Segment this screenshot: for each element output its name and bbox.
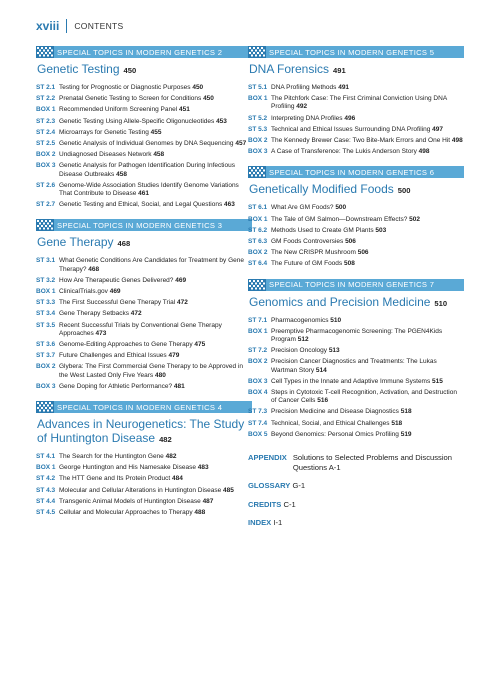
entry-text bbox=[271, 148, 464, 156]
dna-grid-icon bbox=[248, 279, 266, 291]
entry-page-number: 519 bbox=[400, 430, 412, 438]
entry-text bbox=[59, 277, 252, 285]
glossary-entry[interactable] bbox=[248, 481, 464, 491]
section-title: Advances in Neurogenetics: The Study of Huntington Disease bbox=[37, 417, 245, 446]
toc-entry[interactable] bbox=[36, 464, 252, 472]
entry-text bbox=[59, 182, 252, 198]
toc-entry[interactable] bbox=[36, 498, 252, 506]
entry-page-number: 491 bbox=[338, 84, 350, 91]
toc-entry[interactable] bbox=[248, 216, 464, 224]
entry-page-number: 516 bbox=[317, 397, 329, 405]
toc-entry[interactable] bbox=[36, 151, 252, 159]
glossary-page-number: G-1 bbox=[292, 481, 306, 491]
entry-page-number: 512 bbox=[297, 336, 309, 344]
dna-grid-icon bbox=[248, 46, 266, 58]
entry-title: Gene Therapy Setbacks bbox=[59, 310, 129, 318]
entry-page-number: 496 bbox=[344, 114, 356, 122]
entry-page-number: 472 bbox=[130, 310, 142, 318]
toc-entry[interactable] bbox=[36, 352, 252, 360]
entry-title: Genome-Wide Association Studies Identify Genome Variations That Contribute to Disease bbox=[59, 181, 239, 198]
toc-entry[interactable] bbox=[36, 509, 252, 517]
entry-title: Interpreting DNA Profiles bbox=[271, 114, 343, 122]
entry-page-number: 514 bbox=[315, 366, 327, 374]
entry-title: Gene Doping for Athletic Performance? bbox=[59, 382, 173, 390]
toc-entry[interactable] bbox=[248, 378, 464, 386]
toc-entry[interactable] bbox=[248, 358, 464, 374]
section-banner-label: SPECIAL TOPICS IN MODERN GENETICS 6 bbox=[269, 167, 435, 177]
topic-section bbox=[36, 219, 252, 391]
section-banner-label: SPECIAL TOPICS IN MODERN GENETICS 3 bbox=[57, 220, 223, 230]
entry-text bbox=[59, 509, 252, 517]
section-title: Genomics and Precision Medicine bbox=[249, 294, 431, 309]
entry-text bbox=[271, 115, 464, 123]
toc-entry[interactable] bbox=[248, 115, 464, 123]
left-column bbox=[36, 46, 252, 527]
entry-label: ST 4.5 bbox=[36, 509, 56, 517]
entry-page-number: 492 bbox=[296, 103, 308, 111]
credits-label: CREDITS bbox=[248, 499, 282, 509]
toc-entry[interactable] bbox=[36, 487, 252, 495]
entry-title: Genetic Analysis for Pathogen Identification During Infectious Disease Outbreaks bbox=[59, 162, 235, 178]
section-banner-label: SPECIAL TOPICS IN MODERN GENETICS 4 bbox=[57, 402, 223, 412]
toc-entry[interactable] bbox=[36, 363, 252, 379]
entry-text bbox=[59, 352, 252, 360]
entry-label: ST 3.6 bbox=[36, 341, 56, 349]
entry-label: BOX 2 bbox=[248, 358, 268, 366]
topic-section bbox=[248, 46, 464, 156]
appendix-page-number: A-1 bbox=[328, 462, 341, 472]
entry-label: ST 3.7 bbox=[36, 352, 56, 360]
entry-title: Preemptive Pharmacogenomic Screening: The PGEN4Kids Program bbox=[271, 327, 443, 344]
entry-page-number: 469 bbox=[175, 276, 187, 284]
dna-grid-icon bbox=[248, 166, 266, 178]
toc-entry[interactable] bbox=[248, 389, 464, 405]
entry-page-number: 463 bbox=[224, 201, 235, 209]
toc-entry[interactable] bbox=[36, 84, 252, 92]
section-title-link[interactable] bbox=[249, 62, 464, 78]
entry-page-number: 458 bbox=[116, 170, 127, 178]
toc-entry[interactable] bbox=[36, 288, 252, 296]
entry-label: ST 2.7 bbox=[36, 201, 56, 209]
entry-text bbox=[271, 95, 464, 111]
entry-title: Technical, Social, and Ethical Challenges bbox=[271, 419, 390, 427]
index-label: INDEX bbox=[248, 518, 272, 528]
toc-entry[interactable] bbox=[248, 148, 464, 156]
entry-text bbox=[59, 288, 252, 296]
toc-entry[interactable] bbox=[36, 257, 252, 273]
entry-title: The Future of GM Foods bbox=[271, 260, 343, 268]
entry-page-number: 475 bbox=[194, 341, 206, 349]
entry-title: Undiagnosed Diseases Network bbox=[59, 151, 152, 159]
toc-entry[interactable] bbox=[248, 238, 464, 246]
entry-page-number: 451 bbox=[178, 106, 190, 114]
entry-title: What Genetic Conditions Are Candidates for Treatment by Gene Therapy? bbox=[59, 257, 244, 273]
entry-text bbox=[271, 347, 464, 355]
entry-title: Genetic Testing and Ethical, Social, and Legal Questions bbox=[59, 201, 223, 209]
entry-page-number: 497 bbox=[432, 125, 444, 133]
page-number: xviii bbox=[36, 19, 60, 33]
entry-text bbox=[59, 322, 252, 338]
section-page-number: 491 bbox=[333, 66, 346, 75]
entry-text bbox=[59, 151, 252, 159]
entry-label: ST 7.1 bbox=[248, 316, 268, 324]
entry-text bbox=[271, 431, 464, 439]
entry-title: Microarrays for Genetic Testing bbox=[59, 128, 149, 136]
entry-text bbox=[271, 389, 464, 405]
entry-page-number: 473 bbox=[95, 329, 107, 337]
entry-text bbox=[271, 84, 464, 92]
entry-text bbox=[59, 310, 252, 318]
entry-text bbox=[59, 140, 252, 148]
credits-page-number: C-1 bbox=[283, 499, 296, 509]
entry-label: ST 6.1 bbox=[248, 204, 268, 212]
entry-text bbox=[271, 420, 464, 428]
entry-label: ST 2.6 bbox=[36, 181, 56, 189]
toc-entry[interactable] bbox=[248, 260, 464, 268]
entry-label: ST 3.4 bbox=[36, 310, 56, 318]
toc-entry[interactable] bbox=[36, 299, 252, 307]
entry-text bbox=[59, 464, 252, 472]
entry-title: A Case of Transference: The Lukis Anderson Story bbox=[271, 148, 417, 156]
entry-text bbox=[271, 328, 464, 344]
toc-entry[interactable] bbox=[248, 249, 464, 257]
topic-section bbox=[248, 166, 464, 268]
entry-label: ST 7.4 bbox=[248, 419, 268, 427]
toc-entry[interactable] bbox=[248, 328, 464, 344]
entry-text bbox=[59, 299, 252, 307]
entry-title: The First Successful Gene Therapy Trial bbox=[59, 299, 176, 307]
toc-entry[interactable] bbox=[248, 317, 464, 325]
entry-page-number: 458 bbox=[153, 151, 165, 159]
entry-label: ST 4.3 bbox=[36, 486, 56, 494]
entry-label: ST 5.2 bbox=[248, 114, 268, 122]
entry-title: Steps in Cytotoxic T-cell Recognition, Activation, and Destruction of Cancer Cells bbox=[271, 389, 457, 405]
entry-page-number: 488 bbox=[194, 509, 206, 517]
entry-title: Glybera: The First Commercial Gene Therapy to be Approved in the West Lasted Only Five Years bbox=[59, 363, 244, 379]
entry-title: George Huntington and His Namesake Disease bbox=[59, 464, 196, 472]
entry-page-number: 461 bbox=[138, 190, 149, 198]
entry-text bbox=[271, 358, 464, 374]
entry-label: BOX 1 bbox=[36, 288, 56, 296]
entry-text bbox=[59, 383, 252, 391]
section-title: Genetic Testing bbox=[37, 62, 120, 76]
entry-label: ST 3.3 bbox=[36, 299, 56, 307]
entry-label: ST 5.3 bbox=[248, 125, 268, 133]
entry-page-number: 450 bbox=[203, 95, 214, 103]
entry-page-number: 481 bbox=[173, 382, 185, 390]
entry-label: BOX 3 bbox=[36, 382, 56, 390]
entry-label: ST 4.2 bbox=[36, 475, 56, 483]
section-banner bbox=[248, 279, 464, 291]
section-title-link[interactable] bbox=[249, 295, 464, 311]
index-entry[interactable] bbox=[248, 518, 464, 528]
toc-entry[interactable] bbox=[36, 106, 252, 114]
entry-title: Prenatal Genetic Testing to Screen for Conditions bbox=[59, 95, 202, 103]
entry-label: BOX 3 bbox=[248, 148, 268, 156]
entry-page-number: 450 bbox=[192, 84, 204, 91]
toc-entry[interactable] bbox=[248, 137, 464, 145]
entry-title: What Are GM Foods? bbox=[271, 204, 334, 212]
index-page-number: I-1 bbox=[273, 518, 283, 528]
entry-title: Recent Successful Trials by Conventional Gene Therapy Approaches bbox=[59, 321, 222, 337]
section-page-number: 510 bbox=[434, 298, 448, 308]
entry-title: Genetic Analysis of Individual Genomes by DNA Sequencing bbox=[59, 140, 234, 148]
toc-entry[interactable] bbox=[248, 431, 464, 439]
entry-text bbox=[271, 216, 464, 224]
entry-text bbox=[59, 129, 252, 137]
section-page-number: 450 bbox=[123, 66, 137, 75]
toc-entry[interactable] bbox=[36, 453, 252, 461]
section-title-link[interactable] bbox=[249, 182, 464, 198]
topic-section bbox=[36, 401, 252, 517]
back-matter bbox=[248, 453, 464, 528]
entry-title: The New CRISPR Mushroom bbox=[271, 249, 356, 257]
toc-entry[interactable] bbox=[248, 227, 464, 235]
entry-text bbox=[271, 137, 464, 145]
section-banner bbox=[248, 166, 464, 178]
entry-page-number: 510 bbox=[330, 316, 342, 324]
toc-entry[interactable] bbox=[248, 347, 464, 355]
entry-label: ST 2.3 bbox=[36, 117, 56, 125]
entry-page-number: 498 bbox=[451, 137, 463, 145]
entry-title: Technical and Ethical Issues Surrounding DNA Profiling bbox=[271, 125, 431, 133]
entry-page-number: 457 bbox=[235, 140, 247, 148]
entry-label: ST 2.1 bbox=[36, 84, 56, 91]
entry-label: BOX 5 bbox=[248, 430, 268, 438]
entry-title: The Pitchfork Case: The First Criminal Conviction Using DNA Profiling bbox=[271, 95, 447, 111]
section-page-number: 482 bbox=[159, 435, 172, 445]
section-banner-label: SPECIAL TOPICS IN MODERN GENETICS 5 bbox=[269, 47, 435, 57]
toc-entry[interactable] bbox=[36, 383, 252, 391]
running-header bbox=[36, 16, 124, 36]
dna-grid-icon bbox=[36, 46, 54, 58]
entry-label: ST 3.5 bbox=[36, 321, 56, 329]
running-head: CONTENTS bbox=[74, 21, 124, 31]
toc-entry[interactable] bbox=[36, 95, 252, 103]
entry-title: The Search for the Huntington Gene bbox=[59, 453, 164, 461]
entry-label: BOX 1 bbox=[36, 106, 56, 114]
section-title: Genetically Modified Foods bbox=[249, 182, 394, 197]
entry-label: ST 6.4 bbox=[248, 260, 268, 268]
credits-entry[interactable] bbox=[248, 500, 464, 510]
entry-page-number: 479 bbox=[168, 352, 180, 360]
section-title-link[interactable] bbox=[37, 417, 252, 447]
entry-text bbox=[59, 84, 252, 92]
entry-text bbox=[59, 498, 252, 506]
entry-page-number: 484 bbox=[171, 475, 183, 483]
entry-text bbox=[59, 257, 252, 273]
entry-page-number: 482 bbox=[165, 453, 177, 461]
entry-label: BOX 1 bbox=[248, 95, 268, 103]
entry-label: ST 4.4 bbox=[36, 497, 56, 505]
entry-title: GM Foods Controversies bbox=[271, 238, 344, 246]
toc-entry[interactable] bbox=[248, 95, 464, 111]
entry-page-number: 500 bbox=[335, 204, 347, 212]
entry-text bbox=[59, 475, 252, 483]
toc-entry[interactable] bbox=[248, 84, 464, 92]
entry-title: Genome-Editing Approaches to Gene Therapy bbox=[59, 341, 193, 349]
section-title-link[interactable] bbox=[37, 235, 252, 251]
section-banner bbox=[36, 219, 252, 231]
entry-label: BOX 1 bbox=[248, 327, 268, 335]
entry-text bbox=[59, 95, 252, 103]
entry-page-number: 513 bbox=[328, 347, 340, 355]
toc-entry[interactable] bbox=[36, 277, 252, 285]
entry-page-number: 487 bbox=[202, 497, 214, 505]
entry-page-number: 485 bbox=[223, 486, 234, 494]
entry-title: The Tale of GM Salmon—Downstream Effects? bbox=[271, 215, 408, 223]
entry-page-number: 483 bbox=[197, 464, 209, 472]
entry-label: BOX 1 bbox=[36, 464, 56, 472]
section-banner-label: SPECIAL TOPICS IN MODERN GENETICS 7 bbox=[269, 280, 435, 290]
appendix-label: APPENDIX bbox=[248, 453, 287, 463]
entry-label: ST 7.3 bbox=[248, 408, 268, 416]
entry-label: ST 7.2 bbox=[248, 347, 268, 355]
glossary-label: GLOSSARY bbox=[248, 481, 291, 491]
section-title: Gene Therapy bbox=[37, 235, 114, 250]
entry-title: How Are Therapeutic Genes Delivered? bbox=[59, 276, 174, 284]
entry-page-number: 498 bbox=[418, 148, 430, 156]
toc-entry[interactable] bbox=[248, 408, 464, 416]
section-banner bbox=[248, 46, 464, 58]
entry-page-number: 508 bbox=[343, 260, 355, 268]
entry-title: Precision Cancer Diagnostics and Treatments: The Lukas Wartman Story bbox=[271, 358, 437, 374]
entry-label: ST 6.2 bbox=[248, 226, 268, 234]
entry-title: Testing for Prognostic or Diagnostic Purposes bbox=[59, 84, 191, 91]
entry-page-number: 506 bbox=[357, 249, 369, 257]
entry-title: ClinicalTrials.gov bbox=[59, 288, 108, 296]
entry-page-number: 515 bbox=[432, 377, 443, 385]
entry-page-number: 455 bbox=[150, 128, 162, 136]
entry-page-number: 469 bbox=[109, 288, 121, 296]
toc-entry[interactable] bbox=[36, 129, 252, 137]
entry-title: Precision Medicine and Disease Diagnostics bbox=[271, 408, 399, 416]
entry-text bbox=[271, 260, 464, 268]
toc-entry[interactable] bbox=[36, 341, 252, 349]
entry-label: ST 4.1 bbox=[36, 453, 56, 461]
appendix-title: Solutions to Selected Problems and Discussion Questions bbox=[292, 453, 452, 472]
entry-page-number: 518 bbox=[400, 408, 412, 416]
entry-label: BOX 2 bbox=[36, 151, 56, 159]
entry-page-number: 480 bbox=[155, 371, 166, 379]
toc-entry[interactable] bbox=[36, 201, 252, 209]
entry-title: Recommended Uniform Screening Panel bbox=[59, 106, 178, 114]
section-title: DNA Forensics bbox=[249, 62, 330, 76]
entry-page-number: 453 bbox=[216, 117, 227, 125]
entry-label: BOX 1 bbox=[248, 215, 268, 223]
entry-label: ST 5.1 bbox=[248, 84, 268, 91]
entry-page-number: 472 bbox=[177, 299, 188, 307]
dna-grid-icon bbox=[36, 401, 54, 413]
entry-text bbox=[59, 487, 252, 495]
entry-title: Genetic Testing Using Allele-Specific Oligonucleotides bbox=[59, 117, 215, 125]
entry-label: ST 2.5 bbox=[36, 140, 56, 148]
section-banner bbox=[36, 401, 252, 413]
entry-text bbox=[59, 118, 252, 126]
entry-label: BOX 2 bbox=[248, 249, 268, 257]
section-banner bbox=[36, 46, 252, 58]
entry-title: Cell Types in the Innate and Adaptive Immune Systems bbox=[271, 377, 431, 385]
entry-label: ST 6.3 bbox=[248, 238, 268, 246]
entry-title: Precision Oncology bbox=[271, 347, 327, 355]
section-title-link[interactable] bbox=[37, 62, 252, 78]
entry-text bbox=[59, 201, 252, 209]
toc-entry[interactable] bbox=[36, 162, 252, 178]
entry-title: The Kennedy Brewer Case: Two Bite-Mark Errors and One Hit bbox=[271, 137, 451, 145]
section-page-number: 468 bbox=[117, 239, 131, 249]
appendix-text bbox=[293, 453, 464, 472]
entry-text bbox=[271, 126, 464, 134]
entry-label: ST 3.2 bbox=[36, 276, 56, 284]
entry-page-number: 518 bbox=[391, 419, 403, 427]
entry-page-number: 468 bbox=[88, 265, 100, 273]
entry-page-number: 502 bbox=[409, 215, 420, 223]
entry-label: BOX 3 bbox=[248, 377, 268, 385]
entry-title: Cellular and Molecular Approaches to Therapy bbox=[59, 509, 193, 517]
toc-entry[interactable] bbox=[248, 126, 464, 134]
toc-entry[interactable] bbox=[248, 420, 464, 428]
header-divider bbox=[66, 19, 67, 33]
toc-entry[interactable] bbox=[36, 140, 252, 148]
entry-text bbox=[59, 162, 252, 178]
entry-text bbox=[271, 378, 464, 386]
entry-text bbox=[59, 106, 252, 114]
topic-section bbox=[248, 279, 464, 439]
toc-entry[interactable] bbox=[36, 182, 252, 198]
toc-entry[interactable] bbox=[36, 310, 252, 318]
entry-text bbox=[59, 363, 252, 379]
topic-section bbox=[36, 46, 252, 209]
entry-label: ST 3.1 bbox=[36, 257, 56, 265]
right-column bbox=[248, 46, 464, 537]
entry-text bbox=[59, 453, 252, 461]
section-banner-label: SPECIAL TOPICS IN MODERN GENETICS 2 bbox=[57, 47, 223, 57]
entry-label: BOX 2 bbox=[36, 363, 56, 371]
entry-title: Future Challenges and Ethical Issues bbox=[59, 352, 167, 360]
entry-text bbox=[271, 317, 464, 325]
entry-title: Pharmacogenomics bbox=[271, 316, 329, 324]
entry-title: Beyond Genomics: Personal Omics Profiling bbox=[271, 430, 399, 438]
entry-title: Methods Used to Create GM Plants bbox=[271, 226, 374, 234]
toc-entry[interactable] bbox=[36, 118, 252, 126]
entry-title: Transgenic Animal Models of Huntington Disease bbox=[59, 497, 201, 505]
entry-text bbox=[271, 204, 464, 212]
entry-text bbox=[271, 408, 464, 416]
entry-text bbox=[59, 341, 252, 349]
toc-entry[interactable] bbox=[36, 475, 252, 483]
entry-label: ST 2.4 bbox=[36, 128, 56, 136]
entry-title: The HTT Gene and Its Protein Product bbox=[59, 475, 171, 483]
entry-label: BOX 3 bbox=[36, 162, 56, 170]
entry-label: BOX 4 bbox=[248, 389, 268, 397]
entry-text bbox=[271, 227, 464, 235]
entry-text bbox=[271, 249, 464, 257]
entry-label: ST 2.2 bbox=[36, 95, 56, 103]
entry-title: DNA Profiling Methods bbox=[271, 84, 337, 91]
entry-page-number: 503 bbox=[375, 226, 387, 234]
section-page-number: 500 bbox=[397, 186, 411, 196]
appendix-entry[interactable] bbox=[248, 453, 464, 472]
toc-entry[interactable] bbox=[36, 322, 252, 338]
dna-grid-icon bbox=[36, 219, 54, 231]
entry-page-number: 506 bbox=[345, 238, 356, 246]
entry-label: BOX 2 bbox=[248, 137, 268, 145]
toc-entry[interactable] bbox=[248, 204, 464, 212]
entry-text bbox=[271, 238, 464, 246]
entry-title: Molecular and Cellular Alterations in Huntington Disease bbox=[59, 486, 222, 494]
